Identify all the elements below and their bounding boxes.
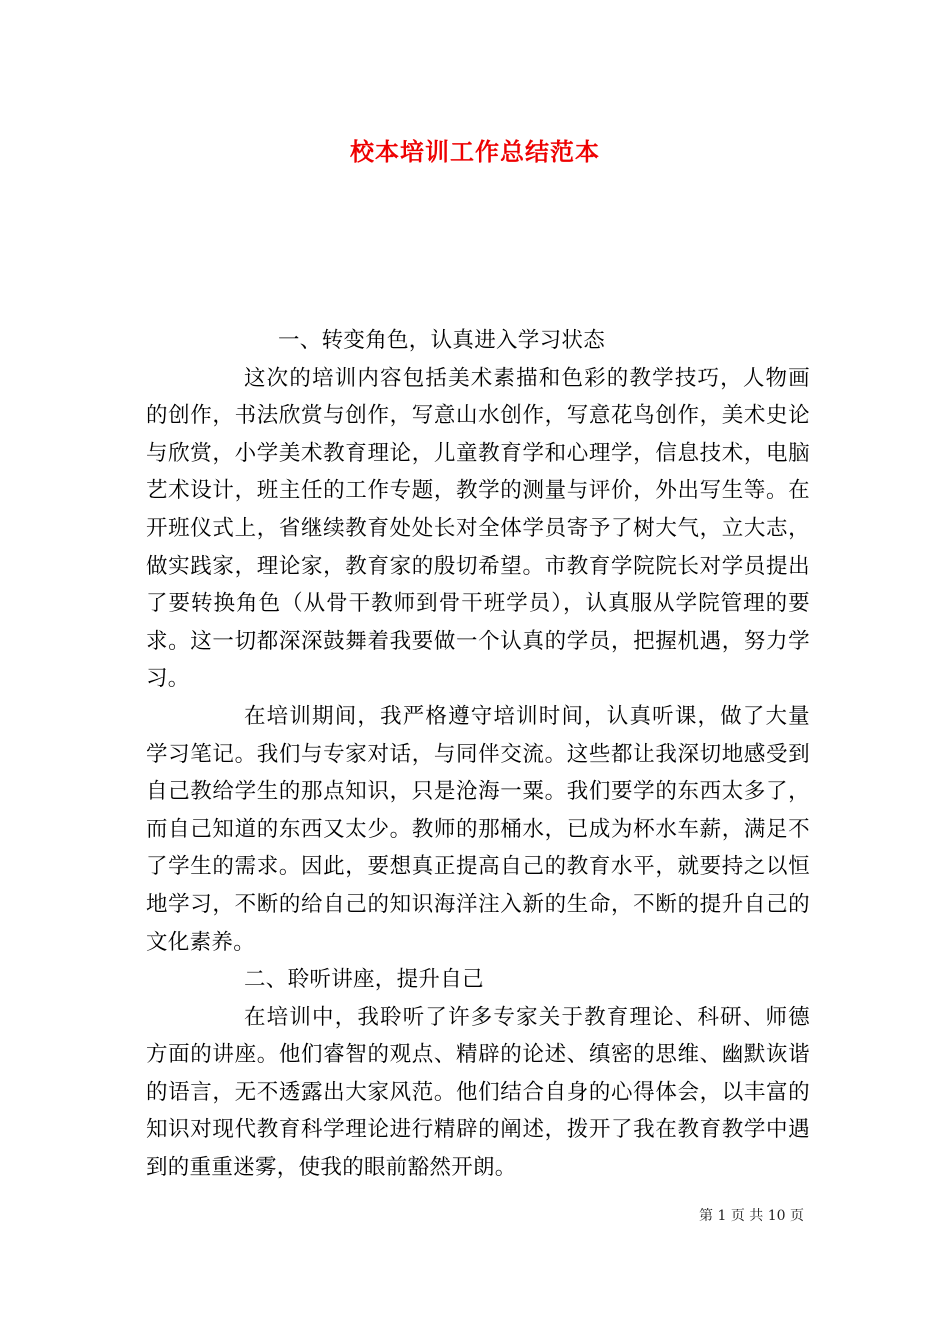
document-body xyxy=(146,322,810,1187)
page-number: 第 1 页 共 10 页 xyxy=(699,1208,804,1224)
paragraph-3: 在培训中，我聆听了许多专家关于教育理论、科研、师德方面的讲座。他们睿智的观点、精辟的论述、缜密的思维、幽默诙谐的语言，无不透露出大家风范。他们结合自身的心得体会，以丰富的知识对现代教育科学理论进行精辟的阐述，拨开了我在教育教学中遇到的重重迷雾，使我的眼前豁然开朗。 xyxy=(146,1004,810,1181)
paragraph-2: 在培训期间，我严格遵守培训时间，认真听课，做了大量学习笔记。我们与专家对话，与同伴交流。这些都让我深切地感受到自己教给学生的那点知识，只是沧海一粟。我们要学的东西太多了，而自己知道的东西又太少。教师的那桶水，已成为杯水车薪，满足不了学生的需求。因此，要想真正提高自己的教育水平，就要持之以恒地学习，不断的给自己的知识海洋注入新的生命，不断的提升自己的文化素养。 xyxy=(146,703,810,955)
paragraph-1: 这次的培训内容包括美术素描和色彩的教学技巧，人物画的创作，书法欣赏与创作，写意山水创作，写意花鸟创作，美术史论与欣赏，小学美术教育理论，儿童教育学和心理学，信息技术，电脑艺术设计，班主任的工作专题，教学的测量与评价，外出写生等。在开班仪式上，省继续教育处处长对全体学员寄予了树大气，立大志，做实践家，理论家，教育家的殷切希望。市教育学院院长对学员提出了要转换角色（从骨干教师到骨干班学员），认真服从学院管理的要求。这一切都深深鼓舞着我要做一个认真的学员，把握机遇，努力学习。 xyxy=(146,365,810,692)
section-heading-2: 二、聆听讲座，提升自己 xyxy=(244,967,484,993)
document-title-row xyxy=(0,132,950,167)
document-title: 校本培训工作总结范本 xyxy=(350,137,600,166)
section-heading-1: 一、转变角色，认真进入学习状态 xyxy=(278,328,606,353)
